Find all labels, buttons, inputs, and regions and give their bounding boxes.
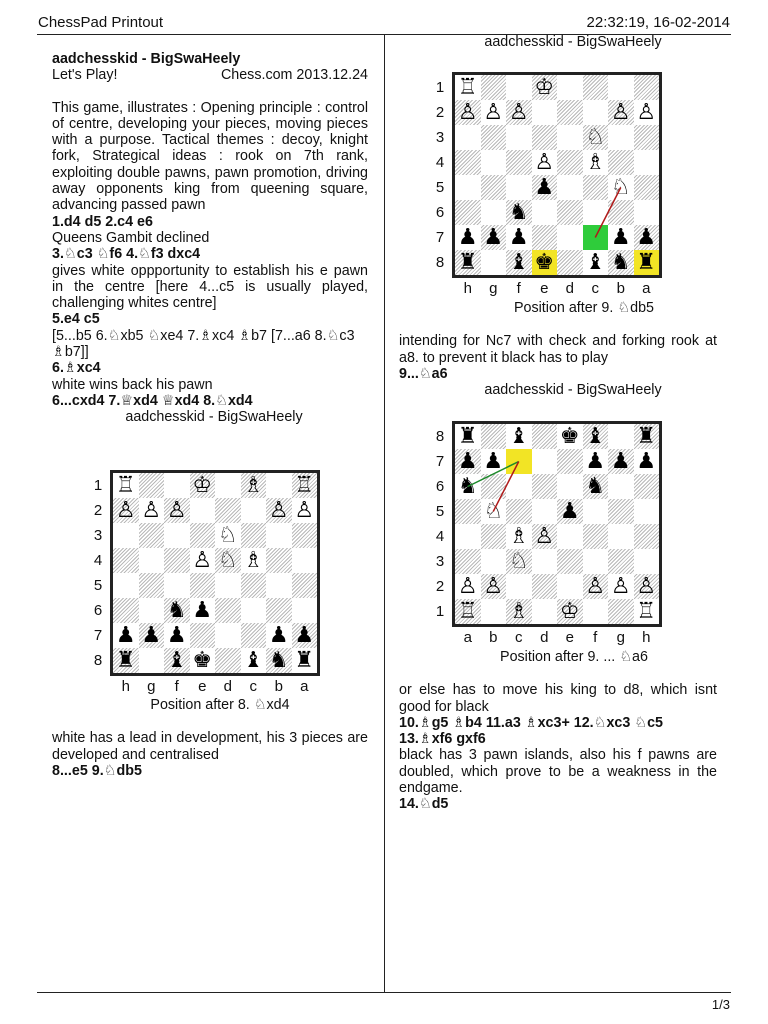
- diagram-2-caption: Position after 9. ♘db5: [514, 300, 654, 316]
- chess-piece: ♟: [610, 225, 631, 250]
- chess-piece: ♙: [534, 150, 555, 175]
- board-square: [113, 523, 139, 548]
- file-label: g: [147, 678, 156, 695]
- chess-piece: ♞: [268, 648, 289, 673]
- move-arrows: [455, 424, 659, 624]
- board-square: [139, 548, 165, 573]
- chess-piece: ♙: [534, 524, 555, 549]
- board-square: [190, 573, 216, 598]
- chess-piece: ♘: [217, 523, 238, 548]
- chess-piece: ♝: [508, 424, 529, 449]
- game-site-date: Chess.com 2013.12.24: [220, 67, 368, 84]
- rank-label: 5: [435, 179, 445, 196]
- board-square: [190, 623, 216, 648]
- board-square: [164, 473, 190, 498]
- comment-2: gives white oppportunity to establish his e pawn in the centre [here 4...c5 is usually played, challenging whites centre]: [52, 262, 368, 312]
- moves-4: 6.♗xc4: [52, 360, 101, 377]
- file-label: c: [591, 280, 599, 297]
- file-label: h: [121, 678, 130, 695]
- chess-piece: ♞: [585, 474, 606, 499]
- app-title: ChessPad Printout: [38, 14, 164, 31]
- file-label: f: [593, 629, 598, 646]
- chess-piece: ♙: [508, 100, 529, 125]
- file-label: a: [642, 280, 651, 297]
- chess-piece: ♙: [268, 498, 289, 523]
- board-square: [292, 598, 318, 623]
- board-square: [266, 598, 292, 623]
- comment-r1: intending for Nc7 with check and forking rook at a8. to prevent it black has to play: [399, 333, 717, 366]
- board-square: [113, 573, 139, 598]
- board-square: [139, 573, 165, 598]
- chess-piece: ♙: [141, 498, 162, 523]
- chess-piece: ♟: [559, 499, 580, 524]
- chess-piece: ♜: [636, 424, 657, 449]
- rank-label: 4: [435, 154, 445, 171]
- file-label: d: [540, 629, 549, 646]
- chess-piece: ♟: [483, 449, 504, 474]
- rank-label: 6: [435, 204, 445, 221]
- chess-piece: ♟: [508, 225, 529, 250]
- file-label: a: [463, 629, 472, 646]
- moves-r1: 9...♘a6: [399, 365, 448, 382]
- moves-1: 1.d4 d5 2.c4 e6: [52, 213, 153, 230]
- page-number: 1/3: [711, 997, 730, 1012]
- board-square: [215, 498, 241, 523]
- file-label: a: [300, 678, 309, 695]
- chess-piece: ♞: [508, 200, 529, 225]
- chess-piece: ♚: [534, 250, 555, 275]
- chess-piece: ♙: [483, 574, 504, 599]
- file-label: e: [565, 629, 574, 646]
- chess-piece: ♟: [294, 623, 315, 648]
- chess-piece: ♙: [192, 548, 213, 573]
- moves-r3: 14.♘d5: [399, 796, 449, 813]
- board-square: [139, 648, 165, 673]
- file-label: g: [489, 280, 498, 297]
- move-arrow: [493, 462, 519, 512]
- file-label: f: [516, 280, 521, 297]
- chess-piece: ♙: [636, 100, 657, 125]
- chess-piece: ♟: [636, 449, 657, 474]
- chess-piece: ♖: [636, 599, 657, 624]
- chess-piece: ♙: [457, 100, 478, 125]
- file-label: d: [223, 678, 232, 695]
- rank-label: 3: [435, 129, 445, 146]
- board-square: [164, 548, 190, 573]
- game-info: [52, 67, 368, 83]
- chess-piece: ♝: [243, 648, 264, 673]
- file-label: d: [565, 280, 574, 297]
- chess-piece: ♟: [534, 175, 555, 200]
- rank-label: 6: [435, 478, 445, 495]
- file-label: f: [174, 678, 179, 695]
- file-label: b: [616, 280, 625, 297]
- rank-label: 8: [93, 652, 103, 669]
- rank-label: 8: [435, 428, 445, 445]
- diagram-caption: Position after 8. ♘xd4: [150, 697, 290, 713]
- right-column-top: [399, 34, 717, 50]
- move-arrow: [468, 462, 519, 487]
- chess-piece: ♞: [166, 598, 187, 623]
- board-square: [215, 573, 241, 598]
- move-arrow: [595, 188, 621, 238]
- game-players: aadchesskid - BigSwaHeely: [52, 51, 241, 67]
- comment-3: [5...b5 6.♘xb5 ♘xe4 7.♗xc4 ♗b7 [7...a6 8.♘c3 ♗b7]]: [52, 327, 355, 361]
- board-square: [215, 623, 241, 648]
- chess-piece: ♟: [457, 225, 478, 250]
- board-square: [190, 498, 216, 523]
- comment-r3: black has 3 pawn islands, also his f pawns are doubled, which prove to be a weakness in the endgame.: [399, 747, 717, 797]
- board-square: [190, 523, 216, 548]
- chess-piece: ♟: [166, 623, 187, 648]
- chess-piece: ♘: [483, 499, 504, 524]
- file-label: e: [540, 280, 549, 297]
- chess-piece: ♙: [294, 498, 315, 523]
- chess-piece: ♚: [559, 424, 580, 449]
- rank-label: 7: [435, 229, 445, 246]
- chess-piece: ♖: [294, 473, 315, 498]
- chess-piece: ♖: [457, 599, 478, 624]
- chess-piece: ♟: [610, 449, 631, 474]
- rank-label: 3: [93, 527, 103, 544]
- board-square: [266, 523, 292, 548]
- board-square: [292, 548, 318, 573]
- chess-piece: ♟: [192, 598, 213, 623]
- chess-piece: ♖: [457, 75, 478, 100]
- board-grid: [110, 470, 320, 676]
- board-square: [241, 498, 267, 523]
- board-square: [139, 473, 165, 498]
- chess-piece: ♗: [585, 150, 606, 175]
- moves-6: 8...e5 9.♘db5: [52, 762, 142, 779]
- board-square: [266, 573, 292, 598]
- chess-piece: ♜: [636, 250, 657, 275]
- right-column-bottom: [399, 649, 717, 813]
- rank-label: 4: [435, 528, 445, 545]
- file-label: b: [489, 629, 498, 646]
- chess-piece: ♝: [585, 250, 606, 275]
- moves-2: 3.♘c3 ♘f6 4.♘f3 dxc4: [52, 246, 201, 263]
- board-square: [241, 573, 267, 598]
- rank-label: 5: [93, 577, 103, 594]
- file-label: h: [463, 280, 472, 297]
- board-square: [164, 573, 190, 598]
- board-square: [241, 623, 267, 648]
- board-square: [215, 648, 241, 673]
- file-label: h: [642, 629, 651, 646]
- chess-piece: ♗: [243, 473, 264, 498]
- chess-piece: ♗: [508, 599, 529, 624]
- chess-piece: ♚: [192, 648, 213, 673]
- chess-piece: ♖: [115, 473, 136, 498]
- chess-piece: ♟: [457, 449, 478, 474]
- board-square: [241, 523, 267, 548]
- diagram-3-caption: Position after 9. ... ♘a6: [500, 649, 648, 665]
- chess-piece: ♙: [610, 574, 631, 599]
- chess-piece: ♘: [508, 549, 529, 574]
- chess-piece: ♙: [585, 574, 606, 599]
- moves-3: 5.e4 c5: [52, 311, 100, 328]
- comment-1: Queens Gambit declined: [52, 229, 210, 246]
- column-divider: [384, 35, 385, 992]
- chess-piece: ♟: [585, 449, 606, 474]
- chess-piece: ♘: [610, 175, 631, 200]
- diagram-1-title: aadchesskid - BigSwaHeely: [484, 34, 662, 50]
- game-event: Let's Play!: [52, 67, 118, 84]
- right-column-mid: [399, 300, 717, 398]
- rank-label: 1: [435, 603, 445, 620]
- rank-label: 2: [435, 104, 445, 121]
- chess-piece: ♘: [585, 125, 606, 150]
- board-square: [139, 523, 165, 548]
- comment-r2: or else has to move his king to d8, which isnt good for black: [399, 682, 717, 715]
- file-label: c: [249, 678, 257, 695]
- chess-piece: ♝: [166, 648, 187, 673]
- chess-piece: ♔: [192, 473, 213, 498]
- board-square: [215, 598, 241, 623]
- diagram-3-title: aadchesskid - BigSwaHeely: [484, 382, 662, 399]
- chess-piece: ♙: [636, 574, 657, 599]
- board-square: [266, 473, 292, 498]
- rank-label: 1: [435, 79, 445, 96]
- board-square: [292, 523, 318, 548]
- chess-piece: ♝: [508, 250, 529, 275]
- left-column-bottom: [52, 697, 368, 779]
- chess-piece: ♗: [243, 548, 264, 573]
- chess-piece: ♔: [559, 599, 580, 624]
- chess-piece: ♙: [115, 498, 136, 523]
- chess-piece: ♟: [483, 225, 504, 250]
- board-square: [266, 548, 292, 573]
- rank-label: 2: [435, 578, 445, 595]
- board-grid: [452, 421, 662, 627]
- board-square: [292, 573, 318, 598]
- board-square: [164, 523, 190, 548]
- rank-label: 6: [93, 602, 103, 619]
- chess-piece: ♘: [217, 548, 238, 573]
- chess-piece: ♞: [457, 474, 478, 499]
- rank-label: 7: [435, 453, 445, 470]
- chess-piece: ♙: [166, 498, 187, 523]
- footer-rule: [37, 992, 731, 993]
- moves-r2: 10.♗g5 ♗b4 11.a3 ♗xc3+ 12.♘xc3 ♘c5 13.♗xf6 gxf6: [399, 714, 664, 748]
- chess-piece: ♗: [508, 524, 529, 549]
- board-square: [139, 598, 165, 623]
- chess-piece: ♝: [585, 424, 606, 449]
- board-grid: [452, 72, 662, 278]
- board-square: [241, 598, 267, 623]
- rank-label: 2: [93, 502, 103, 519]
- file-label: c: [515, 629, 523, 646]
- chess-piece: ♜: [294, 648, 315, 673]
- chess-piece: ♙: [610, 100, 631, 125]
- chess-piece: ♟: [115, 623, 136, 648]
- rank-label: 3: [435, 553, 445, 570]
- file-label: e: [198, 678, 207, 695]
- chess-piece: ♔: [534, 75, 555, 100]
- chess-piece: ♙: [457, 574, 478, 599]
- print-timestamp: 22:32:19, 16-02-2014: [586, 14, 730, 31]
- diagram-title: aadchesskid - BigSwaHeely: [125, 409, 303, 426]
- chess-piece: ♙: [483, 100, 504, 125]
- board-square: [215, 473, 241, 498]
- left-column: [52, 51, 368, 426]
- rank-label: 7: [93, 627, 103, 644]
- chess-piece: ♜: [115, 648, 136, 673]
- file-label: g: [616, 629, 625, 646]
- comment-5: white has a lead in development, his 3 pieces are developed and centralised: [52, 730, 368, 763]
- chess-piece: ♞: [610, 250, 631, 275]
- board-square: [113, 548, 139, 573]
- comment-4: white wins back his pawn: [52, 376, 213, 393]
- move-arrows: [455, 75, 659, 275]
- chess-piece: ♜: [457, 250, 478, 275]
- rank-label: 4: [93, 552, 103, 569]
- game-intro: This game, illustrates : Opening principle : control of centre, developing your pieces, moving pieces with a purpose. Tactical themes : decoy, knight fork, Strategical ideas : rook on 7th rank, exploiting double pawns, pawn promotion, driving away opponents king from queening square, advancing passed pawn: [52, 99, 368, 214]
- moves-5: 6...cxd4 7.♕xd4 ♕xd4 8.♘xd4: [52, 392, 253, 409]
- chess-piece: ♟: [141, 623, 162, 648]
- chess-piece: ♟: [636, 225, 657, 250]
- chess-piece: ♜: [457, 424, 478, 449]
- rank-label: 5: [435, 503, 445, 520]
- rank-label: 1: [93, 477, 103, 494]
- board-square: [113, 598, 139, 623]
- chess-piece: ♟: [268, 623, 289, 648]
- file-label: b: [274, 678, 283, 695]
- rank-label: 8: [435, 254, 445, 271]
